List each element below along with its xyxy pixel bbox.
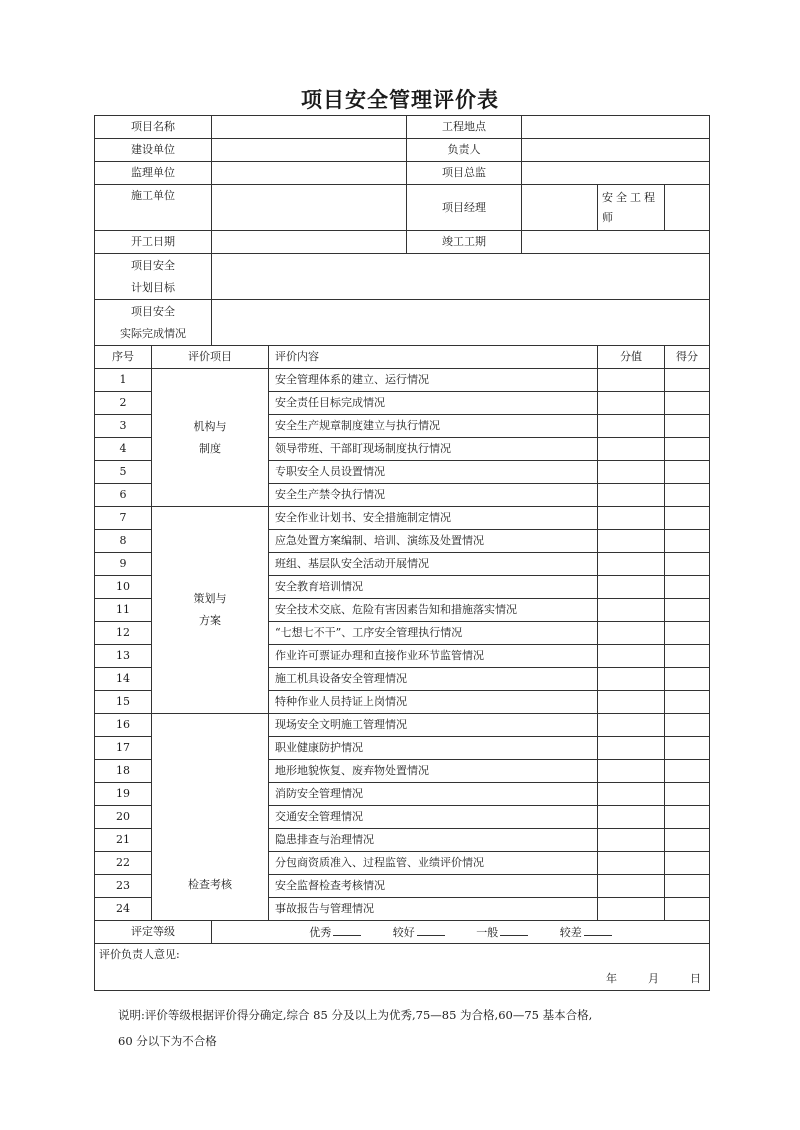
group-label-line2: 制度 — [199, 441, 221, 455]
score-cell[interactable] — [665, 760, 710, 783]
score-cell[interactable] — [665, 645, 710, 668]
field-completion-date[interactable] — [522, 231, 710, 254]
field-supervisor-unit[interactable] — [212, 162, 407, 185]
points-cell[interactable] — [598, 392, 665, 415]
grade-excellent-label: 优秀 — [309, 925, 332, 939]
date-year: 年 — [606, 972, 617, 985]
row-no: 3 — [95, 415, 152, 438]
group-label-line1: 机构与 — [193, 419, 227, 433]
score-cell[interactable] — [665, 461, 710, 484]
row-no: 14 — [95, 668, 152, 691]
group-label-line2: 方案 — [199, 614, 221, 627]
points-cell[interactable] — [598, 369, 665, 392]
score-cell[interactable] — [665, 576, 710, 599]
row-no: 18 — [95, 760, 152, 783]
label-safety-target — [95, 254, 212, 300]
field-safety-actual[interactable] — [212, 300, 710, 346]
row-no: 20 — [95, 806, 152, 829]
row-content: 交通安全管理情况 — [269, 806, 598, 829]
points-cell[interactable] — [598, 530, 665, 553]
score-cell[interactable] — [665, 668, 710, 691]
score-cell[interactable] — [665, 415, 710, 438]
grade-poor-label: 较差 — [559, 925, 582, 939]
label-chief-supervisor: 项目总监 — [407, 162, 522, 185]
header-content: 评价内容 — [269, 346, 598, 369]
points-cell[interactable] — [598, 760, 665, 783]
evaluation-table — [94, 115, 710, 991]
field-safety-engineer[interactable] — [665, 185, 710, 231]
points-cell[interactable] — [598, 599, 665, 622]
score-cell[interactable] — [665, 875, 710, 898]
group-label-line1: 策划与 — [193, 592, 227, 605]
row-content: 领导带班、干部盯现场制度执行情况 — [269, 438, 598, 461]
grade-good-blank[interactable] — [417, 925, 445, 936]
field-project-manager[interactable] — [522, 185, 598, 231]
points-cell[interactable] — [598, 645, 665, 668]
points-cell[interactable] — [598, 783, 665, 806]
group-label-line1: 检查考核 — [188, 878, 232, 891]
grade-average-blank[interactable] — [500, 925, 528, 936]
points-cell[interactable] — [598, 415, 665, 438]
field-site[interactable] — [522, 116, 710, 139]
row-content: 职业健康防护情况 — [269, 737, 598, 760]
header-no: 序号 — [95, 346, 152, 369]
points-cell[interactable] — [598, 875, 665, 898]
grade-excellent-blank[interactable] — [333, 925, 361, 936]
field-builder[interactable] — [212, 139, 407, 162]
row-content: 事故报告与管理情况 — [269, 898, 598, 921]
points-cell[interactable] — [598, 714, 665, 737]
points-cell[interactable] — [598, 852, 665, 875]
label-site: 工程地点 — [407, 116, 522, 139]
label-responsible: 负责人 — [407, 139, 522, 162]
header-points: 分值 — [598, 346, 665, 369]
row-no: 4 — [95, 438, 152, 461]
row-content: 特种作业人员持证上岗情况 — [269, 691, 598, 714]
points-cell[interactable] — [598, 438, 665, 461]
label-safety-engineer: 安全工程师 — [598, 185, 665, 231]
row-content: 现场安全文明施工管理情况 — [269, 714, 598, 737]
header-item: 评价项目 — [152, 346, 269, 369]
footnote-line1: 说明:评价等级根据评价得分确定,综合 85 分及以上为优秀,75—85 为合格,60—75 基本合格, — [118, 1008, 593, 1022]
row-content: 安全管理体系的建立、运行情况 — [269, 369, 598, 392]
opinion-date — [99, 972, 705, 986]
row-no: 2 — [95, 392, 152, 415]
row-content: 作业许可票证办理和直接作业环节监管情况 — [269, 645, 598, 668]
score-cell[interactable] — [665, 507, 710, 530]
row-content: 分包商资质准入、过程监管、业绩评价情况 — [269, 852, 598, 875]
row-no: 1 — [95, 369, 152, 392]
row-no: 11 — [95, 599, 152, 622]
points-cell[interactable] — [598, 829, 665, 852]
footnote-line2: 60 分以下为不合格 — [118, 1034, 217, 1048]
label-safety-actual-line1: 项目安全 — [131, 304, 175, 318]
label-start-date: 开工日期 — [95, 231, 212, 254]
opinion-label: 评价负责人意见: — [99, 948, 180, 961]
label-safety-target-line2: 计划目标 — [131, 280, 175, 294]
date-month: 月 — [648, 972, 659, 985]
row-content: 消防安全管理情况 — [269, 783, 598, 806]
field-start-date[interactable] — [212, 231, 407, 254]
field-construction-unit[interactable] — [212, 185, 407, 231]
group-planning — [152, 507, 269, 714]
score-cell[interactable] — [665, 806, 710, 829]
score-cell[interactable] — [665, 714, 710, 737]
grade-good-label: 较好 — [392, 925, 415, 939]
row-no: 12 — [95, 622, 152, 645]
row-no: 8 — [95, 530, 152, 553]
row-content: 安全生产规章制度建立与执行情况 — [269, 415, 598, 438]
score-cell[interactable] — [665, 898, 710, 921]
footnote — [118, 1002, 718, 1054]
row-content: 安全作业计划书、安全措施制定情况 — [269, 507, 598, 530]
row-no: 24 — [95, 898, 152, 921]
points-cell[interactable] — [598, 461, 665, 484]
row-no: 15 — [95, 691, 152, 714]
label-safety-actual — [95, 300, 212, 346]
row-content: 班组、基层队安全活动开展情况 — [269, 553, 598, 576]
points-cell[interactable] — [598, 668, 665, 691]
field-responsible[interactable] — [522, 139, 710, 162]
row-content: 安全监督检查考核情况 — [269, 875, 598, 898]
row-no: 19 — [95, 783, 152, 806]
points-cell[interactable] — [598, 576, 665, 599]
date-day: 日 — [690, 972, 701, 985]
grade-poor-blank[interactable] — [584, 925, 612, 936]
row-no: 16 — [95, 714, 152, 737]
row-no: 5 — [95, 461, 152, 484]
label-safety-actual-line2: 实际完成情况 — [120, 326, 186, 340]
row-no: 9 — [95, 553, 152, 576]
field-chief-supervisor[interactable] — [522, 162, 710, 185]
grade-options — [212, 921, 710, 944]
score-cell[interactable] — [665, 599, 710, 622]
row-content: 地形地貌恢复、废弃物处置情况 — [269, 760, 598, 783]
row-content: 安全教育培训情况 — [269, 576, 598, 599]
row-no: 10 — [95, 576, 152, 599]
score-cell[interactable] — [665, 530, 710, 553]
points-cell[interactable] — [598, 484, 665, 507]
label-completion-date: 竣工工期 — [407, 231, 522, 254]
field-safety-target[interactable] — [212, 254, 710, 300]
row-content: 安全生产禁令执行情况 — [269, 484, 598, 507]
row-no: 17 — [95, 737, 152, 760]
row-no: 23 — [95, 875, 152, 898]
label-project-manager: 项目经理 — [407, 185, 522, 231]
row-content: 应急处置方案编制、培训、演练及处置情况 — [269, 530, 598, 553]
score-cell[interactable] — [665, 484, 710, 507]
row-no: 6 — [95, 484, 152, 507]
points-cell[interactable] — [598, 507, 665, 530]
opinion-cell[interactable] — [95, 944, 710, 991]
points-cell[interactable] — [598, 806, 665, 829]
row-content: “七想七不干”、工序安全管理执行情况 — [269, 622, 598, 645]
score-cell[interactable] — [665, 852, 710, 875]
row-no: 21 — [95, 829, 152, 852]
score-cell[interactable] — [665, 691, 710, 714]
grade-average-label: 一般 — [476, 925, 499, 939]
row-content: 施工机具设备安全管理情况 — [269, 668, 598, 691]
row-content: 安全技术交底、危险有害因素告知和措施落实情况 — [269, 599, 598, 622]
points-cell[interactable] — [598, 737, 665, 760]
score-cell[interactable] — [665, 829, 710, 852]
score-cell[interactable] — [665, 438, 710, 461]
label-safety-target-line1: 项目安全 — [131, 258, 175, 272]
group-organization — [152, 369, 269, 507]
header-score: 得分 — [665, 346, 710, 369]
score-cell[interactable] — [665, 369, 710, 392]
row-no: 22 — [95, 852, 152, 875]
points-cell[interactable] — [598, 691, 665, 714]
label-grade: 评定等级 — [95, 921, 212, 944]
row-content: 安全责任目标完成情况 — [269, 392, 598, 415]
row-no: 7 — [95, 507, 152, 530]
group-inspection — [152, 714, 269, 921]
field-project-name[interactable] — [212, 116, 407, 139]
label-builder: 建设单位 — [95, 139, 212, 162]
label-project-name: 项目名称 — [95, 116, 212, 139]
score-cell[interactable] — [665, 783, 710, 806]
row-content: 隐患排查与治理情况 — [269, 829, 598, 852]
score-cell[interactable] — [665, 622, 710, 645]
form-title: 项目安全管理评价表 — [301, 88, 499, 112]
row-no: 13 — [95, 645, 152, 668]
score-cell[interactable] — [665, 392, 710, 415]
points-cell[interactable] — [598, 898, 665, 921]
points-cell[interactable] — [598, 622, 665, 645]
score-cell[interactable] — [665, 553, 710, 576]
label-supervisor-unit: 监理单位 — [95, 162, 212, 185]
score-cell[interactable] — [665, 737, 710, 760]
points-cell[interactable] — [598, 553, 665, 576]
row-content: 专职安全人员设置情况 — [269, 461, 598, 484]
label-construction-unit: 施工单位 — [95, 185, 212, 231]
